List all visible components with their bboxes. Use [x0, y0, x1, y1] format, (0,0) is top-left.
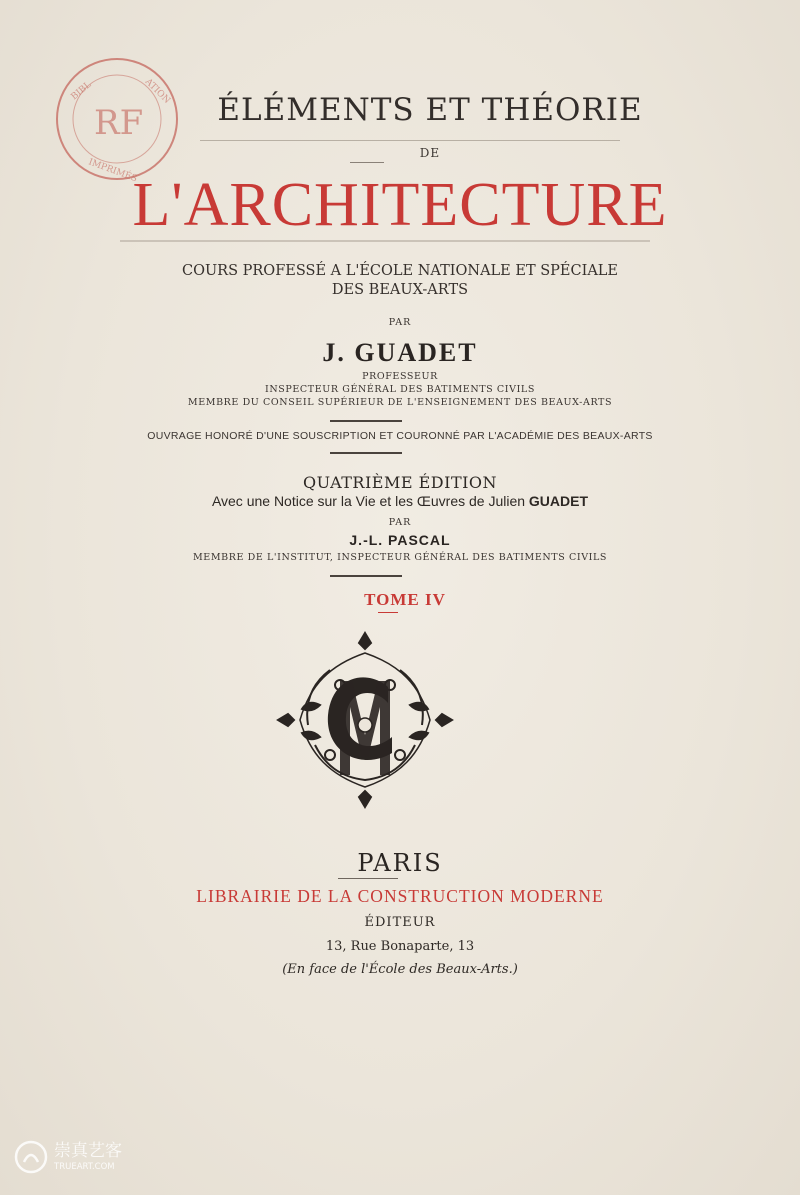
watermark [14, 1138, 122, 1176]
author-titles [0, 370, 800, 409]
trueart-logo-icon [14, 1140, 48, 1174]
city: PARIS [357, 849, 443, 877]
watermark-cn: 崇真艺客 [54, 1140, 122, 1161]
title-line-1: ÉLÉMENTS ET THÉORIE [217, 92, 643, 128]
author-title: PROFESSEUR [362, 371, 438, 382]
editor-titles: MEMBRE DE L'INSTITUT, INSPECTEUR GÉNÉRAL DES BATIMENTS CIVILS [192, 552, 608, 563]
watermark-en: TRUEART.COM [54, 1161, 115, 1172]
award-note: OUVRAGE HONORÉ D'UNE SOUSCRIPTION ET COURONNÉ PAR L'ACADÉMIE DES BEAUX-ARTS [147, 430, 653, 442]
svg-text:RF: RF [94, 103, 144, 143]
publisher: LIBRAIRIE DE LA CONSTRUCTION MODERNE [196, 886, 604, 906]
edition: QUATRIÈME ÉDITION [302, 473, 498, 492]
publisher-role: ÉDITEUR [364, 915, 436, 930]
course-line-1: COURS PROFESSÉ A L'ÉCOLE NATIONALE ET SPÉCIALE [181, 263, 619, 279]
author-title: INSPECTEUR GÉNÉRAL DES BATIMENTS CIVILS [265, 384, 535, 395]
course-description [0, 262, 800, 300]
svg-text:ATION: ATION [142, 77, 172, 106]
monogram-emblem-icon [270, 625, 460, 815]
author-name: J. GUADET [322, 338, 478, 367]
publisher-address: 13, Rue Bonaparte, 13 [325, 939, 475, 954]
city-rule [338, 878, 398, 879]
title-underline-2 [120, 240, 650, 242]
title-underline [200, 140, 620, 141]
par-label: PAR [388, 517, 412, 528]
divider [330, 420, 402, 422]
editor-name: J.-L. PASCAL [349, 532, 451, 548]
address-note: (En face de l'École des Beaux-Arts.) [282, 962, 518, 977]
par-label: PAR [388, 317, 412, 328]
title-line-2: L'ARCHITECTURE [132, 171, 668, 239]
title-de: DE [419, 146, 441, 160]
course-line-2: DES BEAUX-ARTS [331, 282, 469, 298]
divider [330, 575, 402, 577]
volume-rule [378, 612, 398, 613]
volume-label: TOME IV [364, 590, 446, 609]
author-title: MEMBRE DU CONSEIL SUPÉRIEUR DE L'ENSEIGNEMENT DES BEAUX-ARTS [187, 397, 613, 408]
notice-prefix: Avec une Notice sur la Vie et les Œuvres de Julien [211, 493, 529, 509]
svg-text:BIBL: BIBL [69, 80, 94, 103]
notice-name: GUADET [528, 493, 589, 509]
de-rule [350, 162, 384, 163]
divider [330, 452, 402, 454]
svg-text:IMPRIMÉS: IMPRIMÉS [86, 157, 139, 185]
notice-line [0, 493, 800, 509]
